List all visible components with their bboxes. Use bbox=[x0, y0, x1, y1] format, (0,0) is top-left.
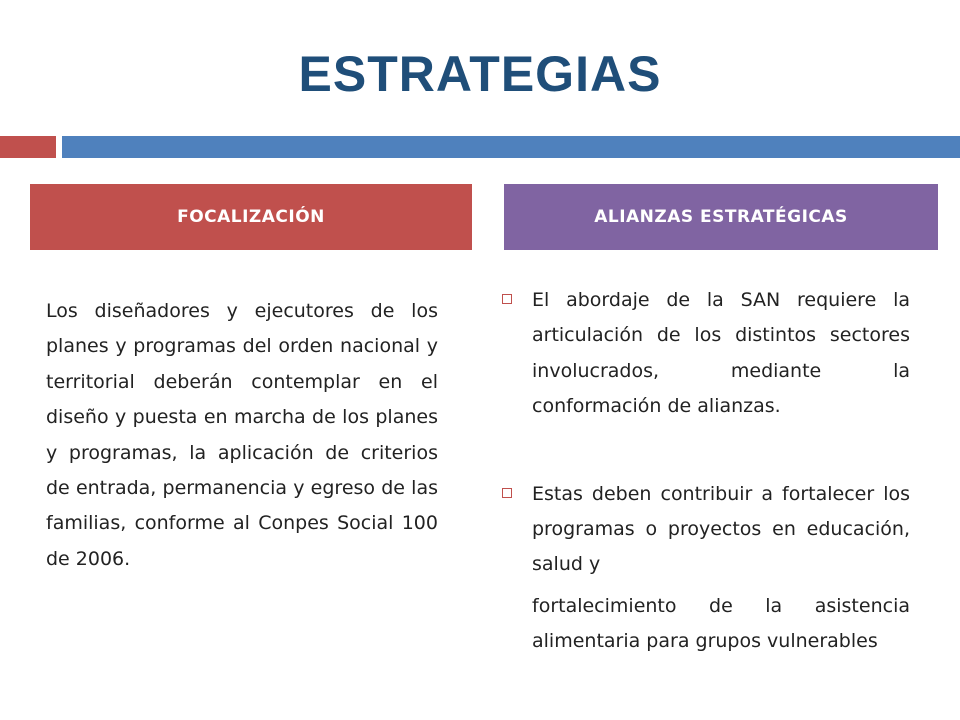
decorative-bar-red bbox=[0, 136, 56, 158]
square-bullet-icon bbox=[502, 294, 512, 304]
focalizacion-header-label: FOCALIZACIÓN bbox=[177, 207, 325, 227]
bullet-item-2 bbox=[498, 477, 910, 660]
square-bullet-icon bbox=[502, 488, 512, 498]
bullet-text-2: Estas deben contribuir a fortalecer los programas o proyectos en educación, salud y bbox=[532, 482, 910, 576]
focalizacion-header bbox=[30, 184, 472, 250]
bullet-item-1 bbox=[498, 283, 910, 425]
alianzas-bullet-list bbox=[498, 283, 910, 660]
focalizacion-body: Los diseñadores y ejecutores de los planes y programas del orden nacional y territorial deberán contemplar en el diseño y puesta en marcha de los planes y programas, la aplicación de criterios de entrada, permanencia y egreso de las familias, conforme al Conpes Social 100 de 2006. bbox=[46, 300, 438, 570]
bullet-text-1: El abordaje de la SAN requiere la articulación de los distintos sectores involucrados, mediante la conformación de alianzas. bbox=[532, 289, 910, 418]
bullet-text-2-continuation: fortalecimiento de la asistencia alimentaria para grupos vulnerables bbox=[532, 594, 910, 653]
decorative-bar-blue bbox=[62, 136, 960, 158]
slide-title: ESTRATEGIAS bbox=[298, 46, 662, 102]
alianzas-header bbox=[504, 184, 938, 250]
alianzas-header-label: ALIANZAS ESTRATÉGICAS bbox=[594, 207, 848, 227]
